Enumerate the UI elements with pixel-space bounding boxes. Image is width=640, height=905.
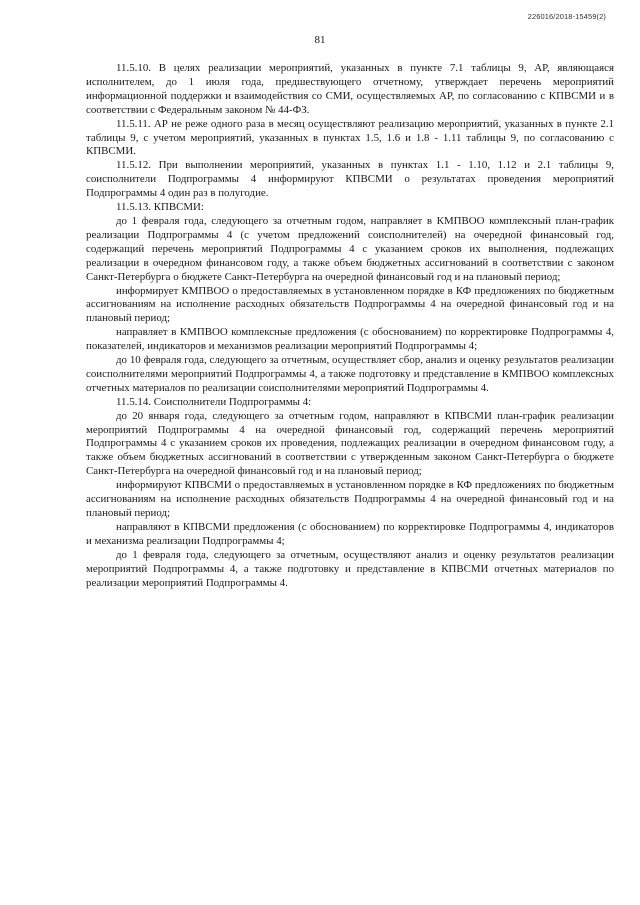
clause-11-5-13-item-3: направляет в КМПВОО комплексные предложения (с обоснованием) по корректировке Подпрограммы 4, показателей, индикаторов и механизмов реализации мероприятий Подпрограммы 4; (86, 326, 614, 353)
clause-11-5-14-item-4: до 1 февраля года, следующего за отчетным, осуществляют анализ и оценку результатов реализации мероприятий Подпрограммы 4, а также подготовку и представление в КПВСМИ отчетных материалов по реализации мероприятий Подпрограммы 4. (86, 548, 614, 589)
clause-11-5-13-item-2: информирует КМПВОО о предоставляемых в установленном порядке в КФ предложениях по бюджетным ассигнованиям на исполнение расходных обязательств Подпрограммы 4 на очередной финансовый год и на плановый период; (86, 284, 614, 325)
clause-11-5-14-item-3: направляют в КПВСМИ предложения (с обоснованием) по корректировке Подпрограммы 4, индикаторов и механизма реализации Подпрограммы 4; (86, 520, 614, 547)
clause-11-5-13-item-1: до 1 февраля года, следующего за отчетным годом, направляет в КМПВОО комплексный план-график реализации Подпрограммы 4 (с учетом предложений соисполнителей) на очередной финансовый год, содержащий перечень мероприятий Подпрограммы 4 с указанием сроков их выполнения, подлежащих реализации в очередном финансовом году, а также объем бюджетных ассигнований в соответствии с законом Санкт-Петербурга о бюджете Санкт-Петербурга на очередной финансовый год и на плановый период; (86, 214, 614, 283)
page-number: 81 (314, 34, 326, 46)
clause-11-5-12: 11.5.12. При выполнении мероприятий, указанных в пунктах 1.1 - 1.10, 1.12 и 2.1 таблицы 9, соисполнители Подпрограммы 4 информируют КПВСМИ о результатах проведения мероприятий Подпрограммы 4 один раз в полугодие. (86, 159, 614, 200)
clause-11-5-11: 11.5.11. АР не реже одного раза в месяц осуществляют реализацию мероприятий, указанных в пункте 2.1 таблицы 9, с учетом мероприятий, указанных в пунктах 1.5, 1.6 и 1.8 - 1.11 таблицы 9, по согласованию с КПВСМИ. (86, 117, 614, 158)
clause-11-5-14-item-2: информируют КПВСМИ о предоставляемых в установленном порядке в КФ предложениях по бюджетным ассигнованиям на исполнение расходных обязательств Подпрограммы 4 на очередной финансовый год и на плановый период; (86, 479, 614, 519)
clause-11-5-13-heading: 11.5.13. КПВСМИ: (116, 201, 204, 214)
document-registration-number: 226016/2018-15459(2) (527, 12, 606, 21)
document-body (86, 62, 614, 590)
clause-11-5-14-heading: 11.5.14. Соисполнители Подпрограммы 4: (116, 395, 312, 408)
clause-11-5-14-item-1: до 20 января года, следующего за отчетным годом, направляют в КПВСМИ план-график реализации мероприятий Подпрограммы 4 на очередной финансовый год, содержащий перечень мероприятий Подпрограммы 4 с указанием сроков их проведения, подлежащих реализации в очередном финансовом году, а также объем бюджетных ассигнований в соответствии с утвержденным законом Санкт-Петербурга о бюджете Санкт-Петербурга на очередной финансовый год и на плановый период; (86, 409, 614, 478)
clause-11-5-13-item-4: до 10 февраля года, следующего за отчетным, осуществляет сбор, анализ и оценку результатов реализации соисполнителями мероприятий Подпрограммы 4, а также подготовку и представление в КМПВОО комплексных отчетных материалов по реализации соисполнителями мероприятий Подпрограммы 4. (86, 354, 614, 394)
clause-11-5-10: 11.5.10. В целях реализации мероприятий, указанных в пункте 7.1 таблицы 9, АР, являющаяся исполнителем, до 1 июля года, предшествующего отчетному, утверждает перечень мероприятий информационной поддержки и взаимодействия со СМИ, осуществляемых АР, по согласованию с КПВСМИ и в соответствии с Федеральным законом № 44-ФЗ. (86, 62, 614, 116)
